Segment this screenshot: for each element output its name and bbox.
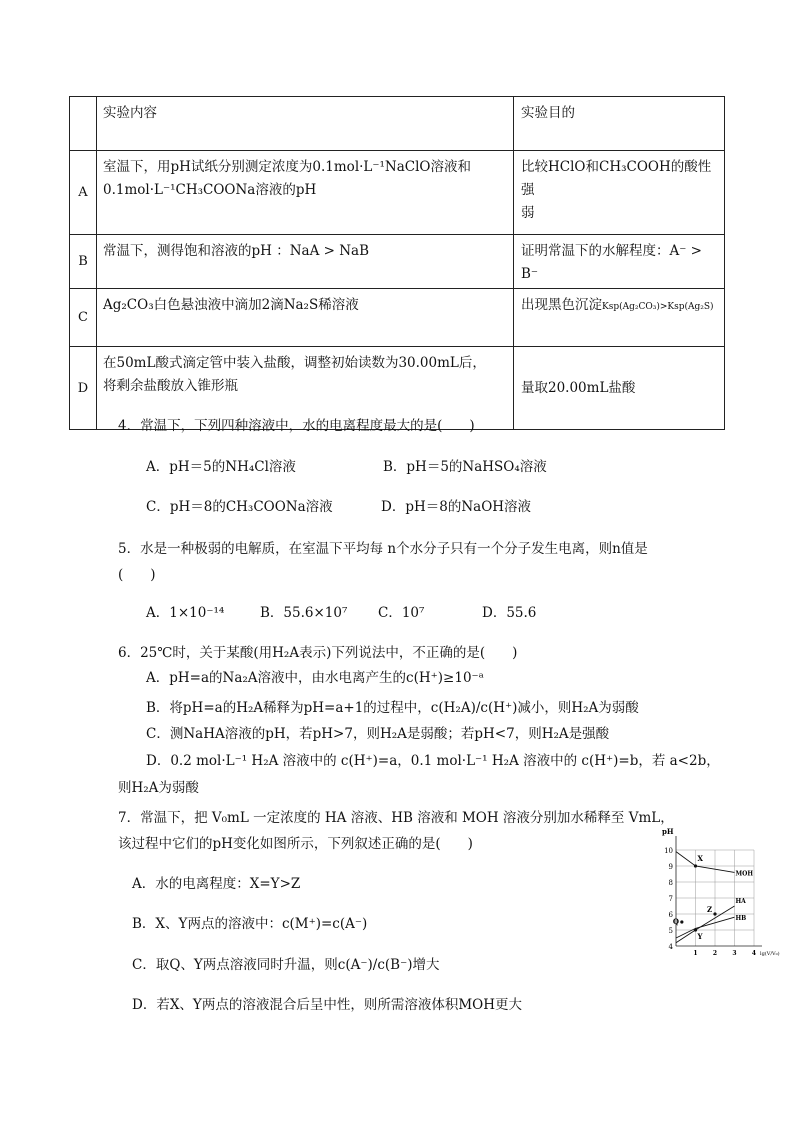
row-purpose (514, 151, 725, 235)
y-tick-label: 7 (668, 895, 673, 903)
q7-option-b: B．X、Y两点的溶液中：c(M⁺)=c(A⁻) (132, 916, 368, 932)
chart-lines (676, 852, 735, 943)
q5-option-a: A．1×10⁻¹⁴ (146, 605, 225, 621)
table-row (70, 235, 725, 289)
x-axis-label: lg(V/V₀) (760, 951, 780, 957)
row-content-line: 室温下，用pH试纸分别测定浓度为0.1mol·L⁻¹NaClO溶液和 (103, 159, 471, 175)
row-content (97, 151, 514, 235)
q5-stem: 5．水是一种极弱的电解质，在室温下平均每 n个水分子只有一个分子发生电离，则n值是 (118, 541, 648, 557)
q5-option-c: C．10⁷ (378, 605, 425, 621)
table-row (70, 151, 725, 235)
x-tick-label: 2 (712, 950, 718, 957)
series-label-ha: HA (735, 898, 746, 905)
series-line-ha (676, 906, 735, 943)
chart-labels (673, 854, 754, 941)
q7-stem-cont: 该过程中它们的pH变化如图所示，下列叙述正确的是( ) (118, 836, 473, 852)
series-label-moh: MOH (735, 870, 754, 878)
y-tick-label: 10 (664, 847, 673, 855)
q6-option-d-cont: 则H₂A为弱酸 (118, 780, 199, 796)
row-purpose-line: 弱 (521, 205, 535, 221)
chart-axes (662, 827, 780, 957)
y-tick-label: 4 (668, 943, 673, 951)
header-purpose: 实验目的 (514, 97, 725, 151)
ph-dilution-chart (656, 826, 780, 960)
row-purpose (514, 289, 725, 347)
point-label-q: Q (672, 917, 679, 926)
table-header-row (70, 97, 725, 151)
q4-option-a: A．pH＝5的NH₄Cl溶液 (146, 459, 296, 475)
point-label-x: X (697, 854, 703, 863)
row-label: D (70, 347, 97, 430)
q4-option-b: B．pH＝5的NaHSO₄溶液 (383, 459, 547, 475)
x-tick-label: 4 (751, 950, 757, 957)
point-label-y: Y (697, 932, 703, 941)
y-tick-label: 5 (668, 927, 673, 935)
row-content: Ag₂CO₃白色悬浊液中滴加2滴Na₂S稀溶液 (97, 289, 514, 347)
table-corner-cell (70, 97, 97, 151)
q6-stem: 6．25℃时，关于某酸(用H₂A表示)下列说法中，不正确的是( ) (118, 645, 518, 661)
row-content-line: 将剩余盐酸放入锥形瓶 (103, 378, 238, 394)
row-content: 常温下，测得饱和溶液的pH ：NaA > NaB (97, 235, 514, 289)
q4-option-d: D．pH＝8的NaOH溶液 (381, 499, 532, 515)
series-line-moh (676, 852, 735, 873)
table-row (70, 289, 725, 347)
q7-option-a: A．水的电离程度：X=Y>Z (132, 876, 301, 892)
q7-option-c: C．取Q、Y两点溶液同时升温，则c(A⁻)/c(B⁻)增大 (132, 957, 440, 973)
row-purpose: 量取20.00mL盐酸 (514, 347, 725, 430)
q5-paren: ( ) (118, 567, 156, 583)
row-purpose: 证明常温下的水解程度：A⁻ > B⁻ (514, 235, 725, 289)
q4-stem: 4．常温下，下列四种溶液中，水的电离程度最大的是( ) (118, 418, 475, 434)
q6-option-c: C．测NaHA溶液的pH，若pH>7，则H₂A是弱酸；若pH<7，则H₂A是强酸 (146, 726, 610, 742)
row-purpose-text: 出现黑色沉淀 (521, 297, 602, 313)
point-label-z: Z (707, 905, 713, 914)
point-x (694, 864, 697, 867)
point-z (713, 912, 716, 915)
series-line-hb (676, 917, 735, 938)
row-label: C (70, 289, 97, 347)
y-tick-label: 6 (668, 911, 673, 919)
y-axis-label: pH (662, 827, 674, 836)
q4-option-c: C．pH＝8的CH₃COONa溶液 (146, 499, 333, 515)
q5-option-d: D．55.6 (482, 605, 537, 621)
x-tick-label: 1 (693, 950, 698, 957)
series-label-hb: HB (735, 915, 747, 923)
q6-option-b: B．将pH=a的H₂A稀释为pH=a+1的过程中，c(H₂A)/c(H⁺)减小，则H₂A为弱酸 (146, 700, 639, 716)
q5-option-b: B．55.6×10⁷ (260, 605, 348, 621)
experiment-table (69, 96, 725, 430)
y-tick-label: 8 (668, 879, 673, 887)
row-label: B (70, 235, 97, 289)
point-q (680, 920, 683, 923)
ksp-inequality: Ksp(Ag₂CO₃)>Ksp(Ag₂S) (602, 302, 714, 312)
row-purpose-line: 比较HClO和CH₃COOH的酸性强 (521, 159, 712, 198)
q7-stem: 7．常温下，把 V₀mL 一定浓度的 HA 溶液、HB 溶液和 MOH 溶液分别加水稀释至 VmL， (118, 810, 674, 826)
y-tick-label: 9 (668, 863, 673, 871)
row-label: A (70, 151, 97, 235)
header-content: 实验内容 (97, 97, 514, 151)
x-tick-label: 3 (732, 950, 737, 957)
row-content-line: 0.1mol·L⁻¹CH₃COONa溶液的pH (103, 182, 317, 198)
row-content-line: 在50mL酸式滴定管中装入盐酸，调整初始读数为30.00mL后， (103, 355, 486, 371)
q7-option-d: D．若X、Y两点的溶液混合后呈中性，则所需溶液体积MOH更大 (132, 997, 523, 1013)
q6-option-d: D．0.2 mol·L⁻¹ H₂A 溶液中的 c(H⁺)=a，0.1 mol·L⁻¹ H₂A 溶液中的 c(H⁺)=b，若 a<2b， (146, 753, 720, 769)
q6-option-a: A．pH=a的Na₂A溶液中，由水电离产生的c(H⁺)≥10⁻ᵃ (146, 670, 484, 686)
